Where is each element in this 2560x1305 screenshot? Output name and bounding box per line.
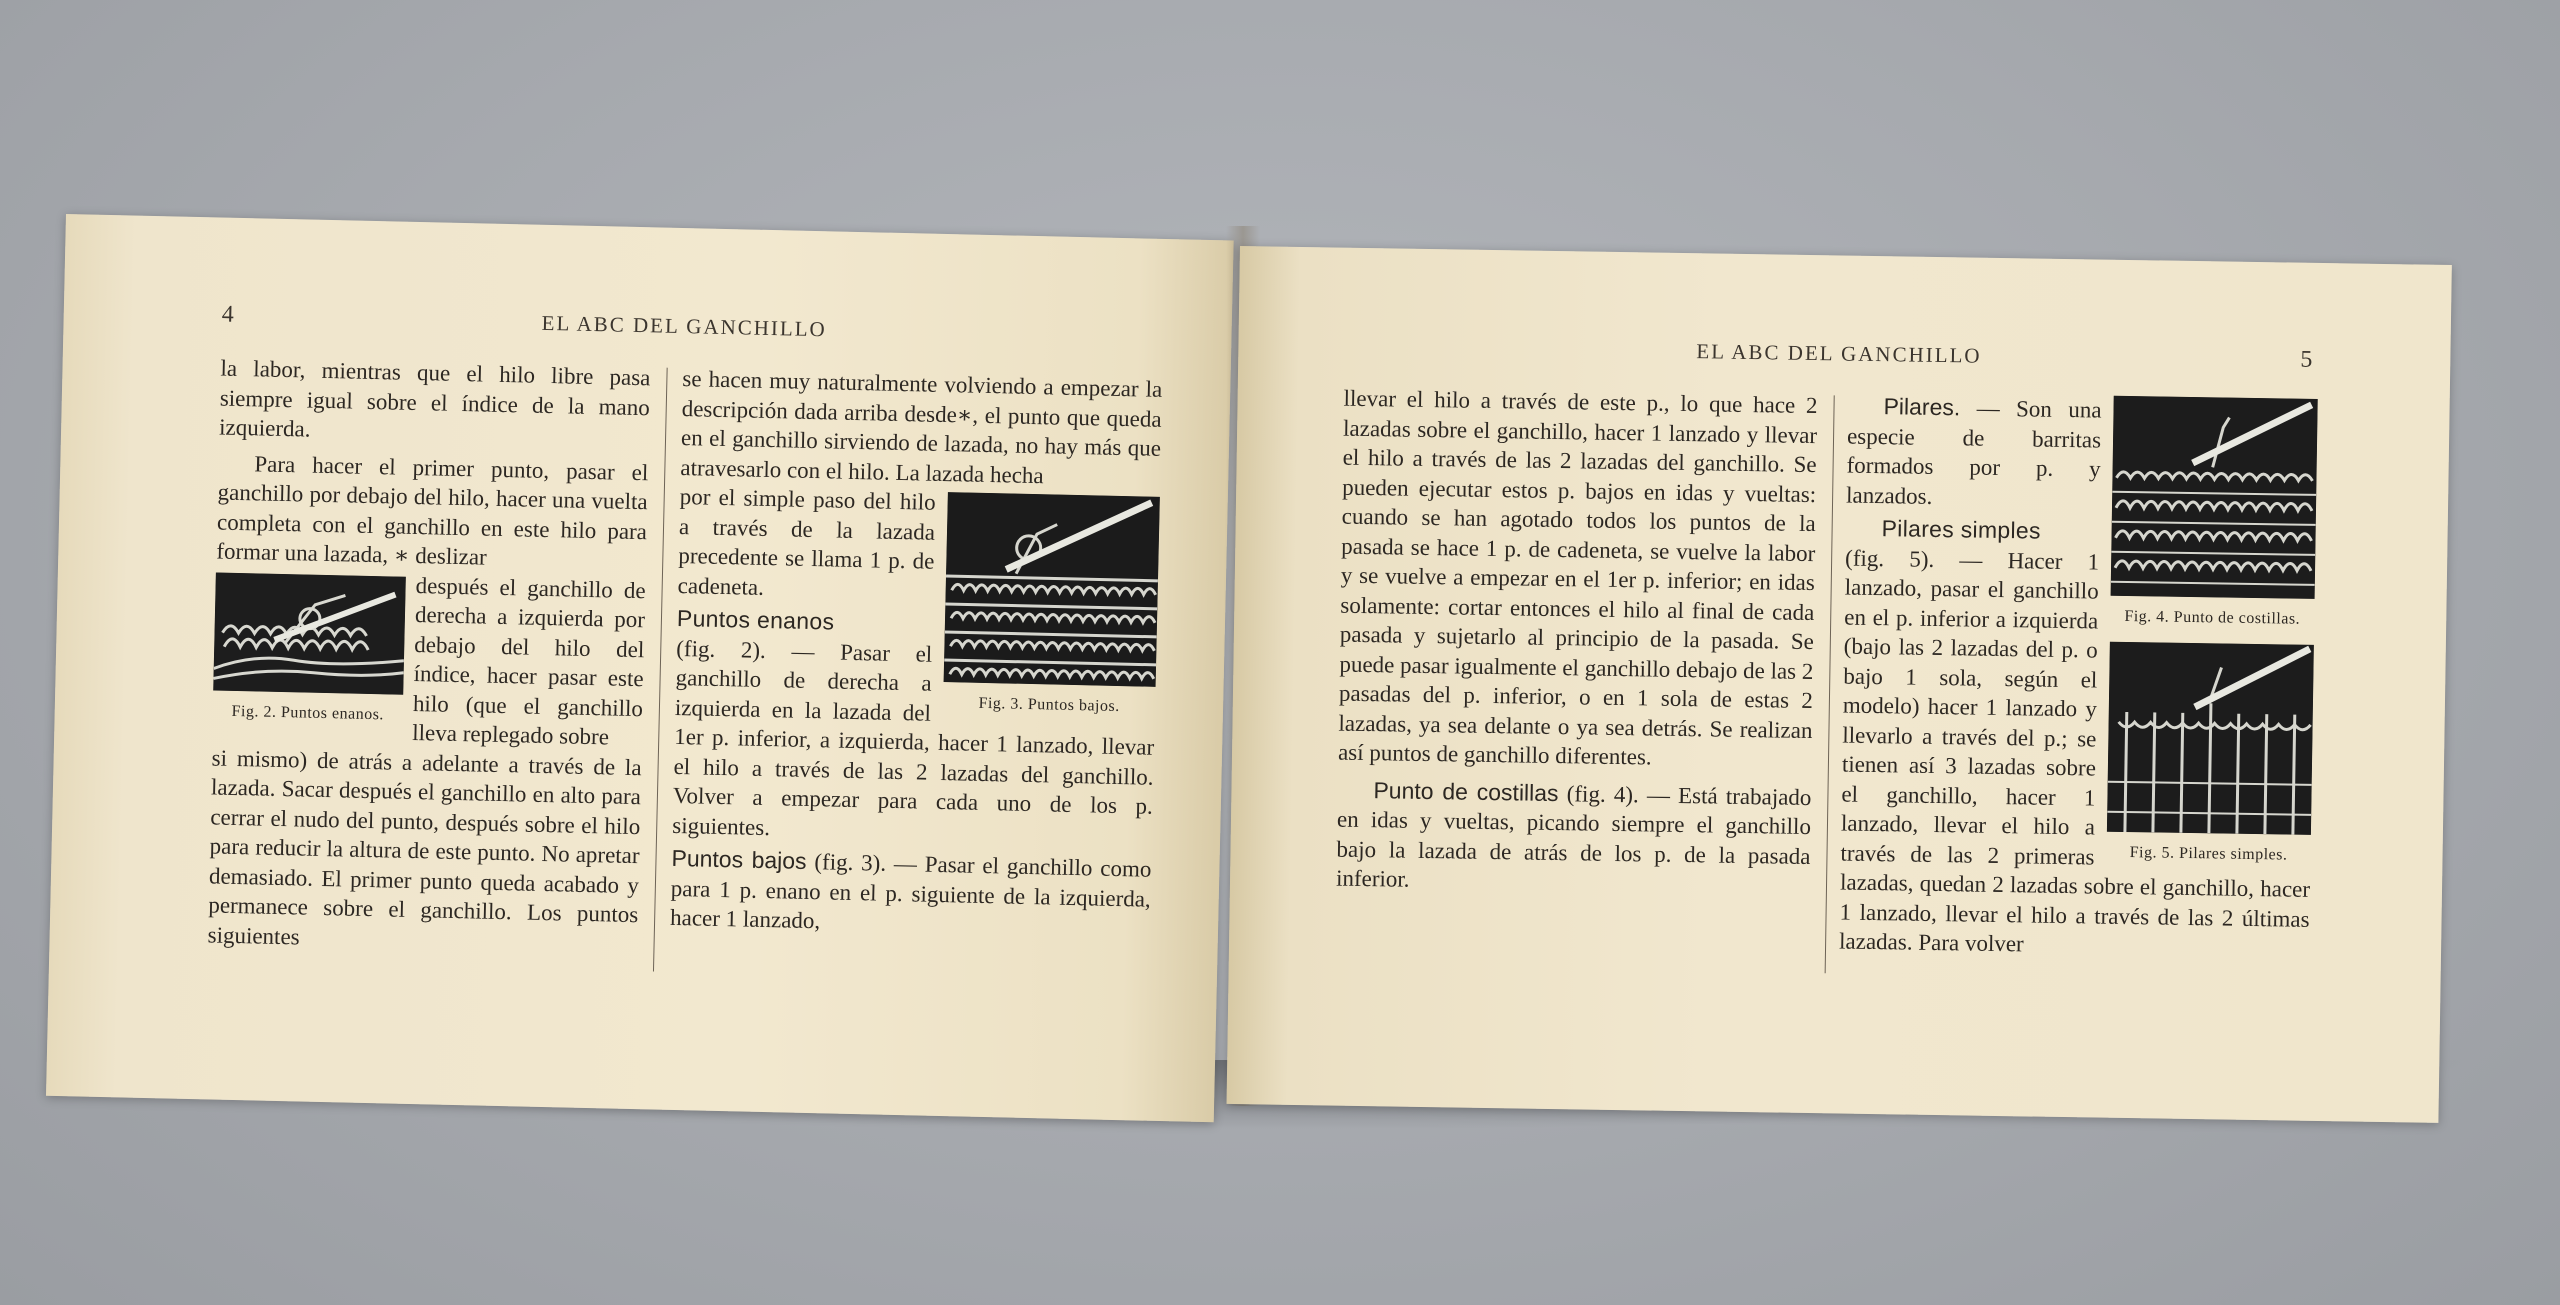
column-rule [1825, 395, 1835, 973]
figure-2 [212, 572, 405, 730]
paragraph-text: (fig. 3). — Pasar el ganchillo como para 1 p. enano en el p. siguiente de la izquierda, hacer 1 lanzado, [669, 849, 1152, 934]
figure-caption: Fig. 2. Puntos enanos. [231, 702, 385, 723]
figure-caption: Fig. 5. Pilares simples. [2129, 843, 2288, 864]
fig5-image [2107, 641, 2314, 834]
figure-3 [943, 492, 1160, 722]
paragraph: Para hacer el primer punto, pasar el ganchillo por debajo del hilo, hacer una vuelta completa con el ganchillo en este hilo para formar una lazada, ∗ deslizar [216, 450, 649, 570]
paragraph: si mismo) de atrás a adelante a través de la lazada. Sacar después el ganchillo en alto para cerrar el nudo del punto, después sobre el hilo para reducir la altura de este punto. No apretar demasiado. El primer punto queda acabado y permanece sobre el ganchillo. Los puntos siguientes [207, 744, 642, 949]
running-header: EL ABC DEL GANCHILLO [1696, 339, 1982, 368]
fig3-image [944, 492, 1160, 687]
column-rule [653, 368, 668, 972]
paragraph: se hacen muy naturalmente volviendo a empezar la descripción dada arriba desde∗, el punto que queda en el ganchillo sirviendo de lazada, no hay más que atravesarlo con el hilo. La lazada hecha [680, 366, 1163, 488]
inline-heading: Pilares. [1883, 393, 1961, 421]
paragraph: por el simple paso del hilo a través de la lazada precedente se llama 1 p. de cadeneta. [677, 484, 936, 600]
paragraph: después el ganchillo de derecha a izquierda por debajo del hilo del índice, hacer pasar este hilo (que el ganchillo lleva replegado sobre [412, 572, 646, 750]
figure-4 [2106, 396, 2317, 870]
right-page [1227, 246, 2452, 1123]
left-column-2 [670, 364, 1163, 943]
section-heading: Puntos enanos [676, 604, 835, 635]
paragraph: llevar el hilo a través de este p., lo que hace 2 lazadas sobre el ganchillo, hacer 1 lanzado y llevar el hilo a través de las 2 lazadas del ganchillo. Se pueden ejecutar estos p. bajos en idas y vueltas: cuando se han agotado todos los puntos de la pasada se hace 1 p. de cadeneta, se vuelve la labor y se vuelve a empezar en el 1er p. inferior; en idas solamente: cortar entonces el hilo al final de cada pasada y sujetarlo al principio de la pasada. Se puede pasar igualmente el ganchillo debajo de las 2 pasadas del p. inferior, o en 1 sola de estas 2 lazadas, ya sea delante o ya sea detrás. Se realizan así puntos de ganchillo diferentes. [1337, 385, 1818, 770]
fig2-image [213, 572, 406, 694]
left-column-1 [207, 354, 650, 960]
right-column-1 [1336, 384, 1818, 901]
paragraph [670, 844, 1152, 943]
fig4-image [2111, 396, 2318, 599]
inline-heading: Puntos bajos [671, 844, 807, 874]
right-column-2 [1839, 392, 2318, 964]
paragraph: la labor, mientras que el hilo libre pasa siempre igual sobre el índice de la mano izquierda. [218, 355, 651, 442]
left-page [46, 214, 1234, 1122]
inline-heading: Punto de costillas [1373, 776, 1559, 806]
running-header: EL ABC DEL GANCHILLO [541, 310, 828, 342]
paragraph-text: (fig. 4). — Está trabajado en idas y vueltas, picando siempre el ganchillo bajo la lazada de atrás de los p. de la pasada inferior. [1335, 780, 1812, 892]
figure-caption: Fig. 4. Punto de costillas. [2124, 607, 2301, 628]
page-number: 5 [2300, 346, 2313, 373]
page-number: 4 [221, 301, 235, 328]
paragraph: (fig. 5). — Hacer 1 lanzado, pasar el ganchillo en el p. inferior a izquierda (bajo las 2 lazadas del p. o bajo 1 sola, según el modelo) hacer 1 lanzado y llevarlo a través del p.; se tienen así 3 lazadas sobre el ganchillo, hacer 1 lanzado, llevar el hilo a través de las 2 primeras lazadas, quedan 2 lazadas sobre el ganchillo, hacer 1 lanzado, llevar el hilo a través de las 2 últimas lazadas. Para volver [1838, 545, 2311, 957]
paragraph-text: — Son una especie de barritas formados por p. y lanzados. [1845, 395, 2102, 509]
section-heading: Pilares simples [1881, 515, 2041, 544]
paragraph: (fig. 2). — Pasar el ganchillo de derecha a izquierda en la lazada del 1er p. inferior, a izquierda, hacer 1 lanzado, llevar el hilo a través de las 2 lazadas del ganchillo. Volver a empezar para cada uno de los p. siguientes. [672, 635, 1155, 840]
figure-caption: Fig. 3. Puntos bajos. [978, 694, 1120, 716]
paragraph [1336, 775, 1812, 900]
